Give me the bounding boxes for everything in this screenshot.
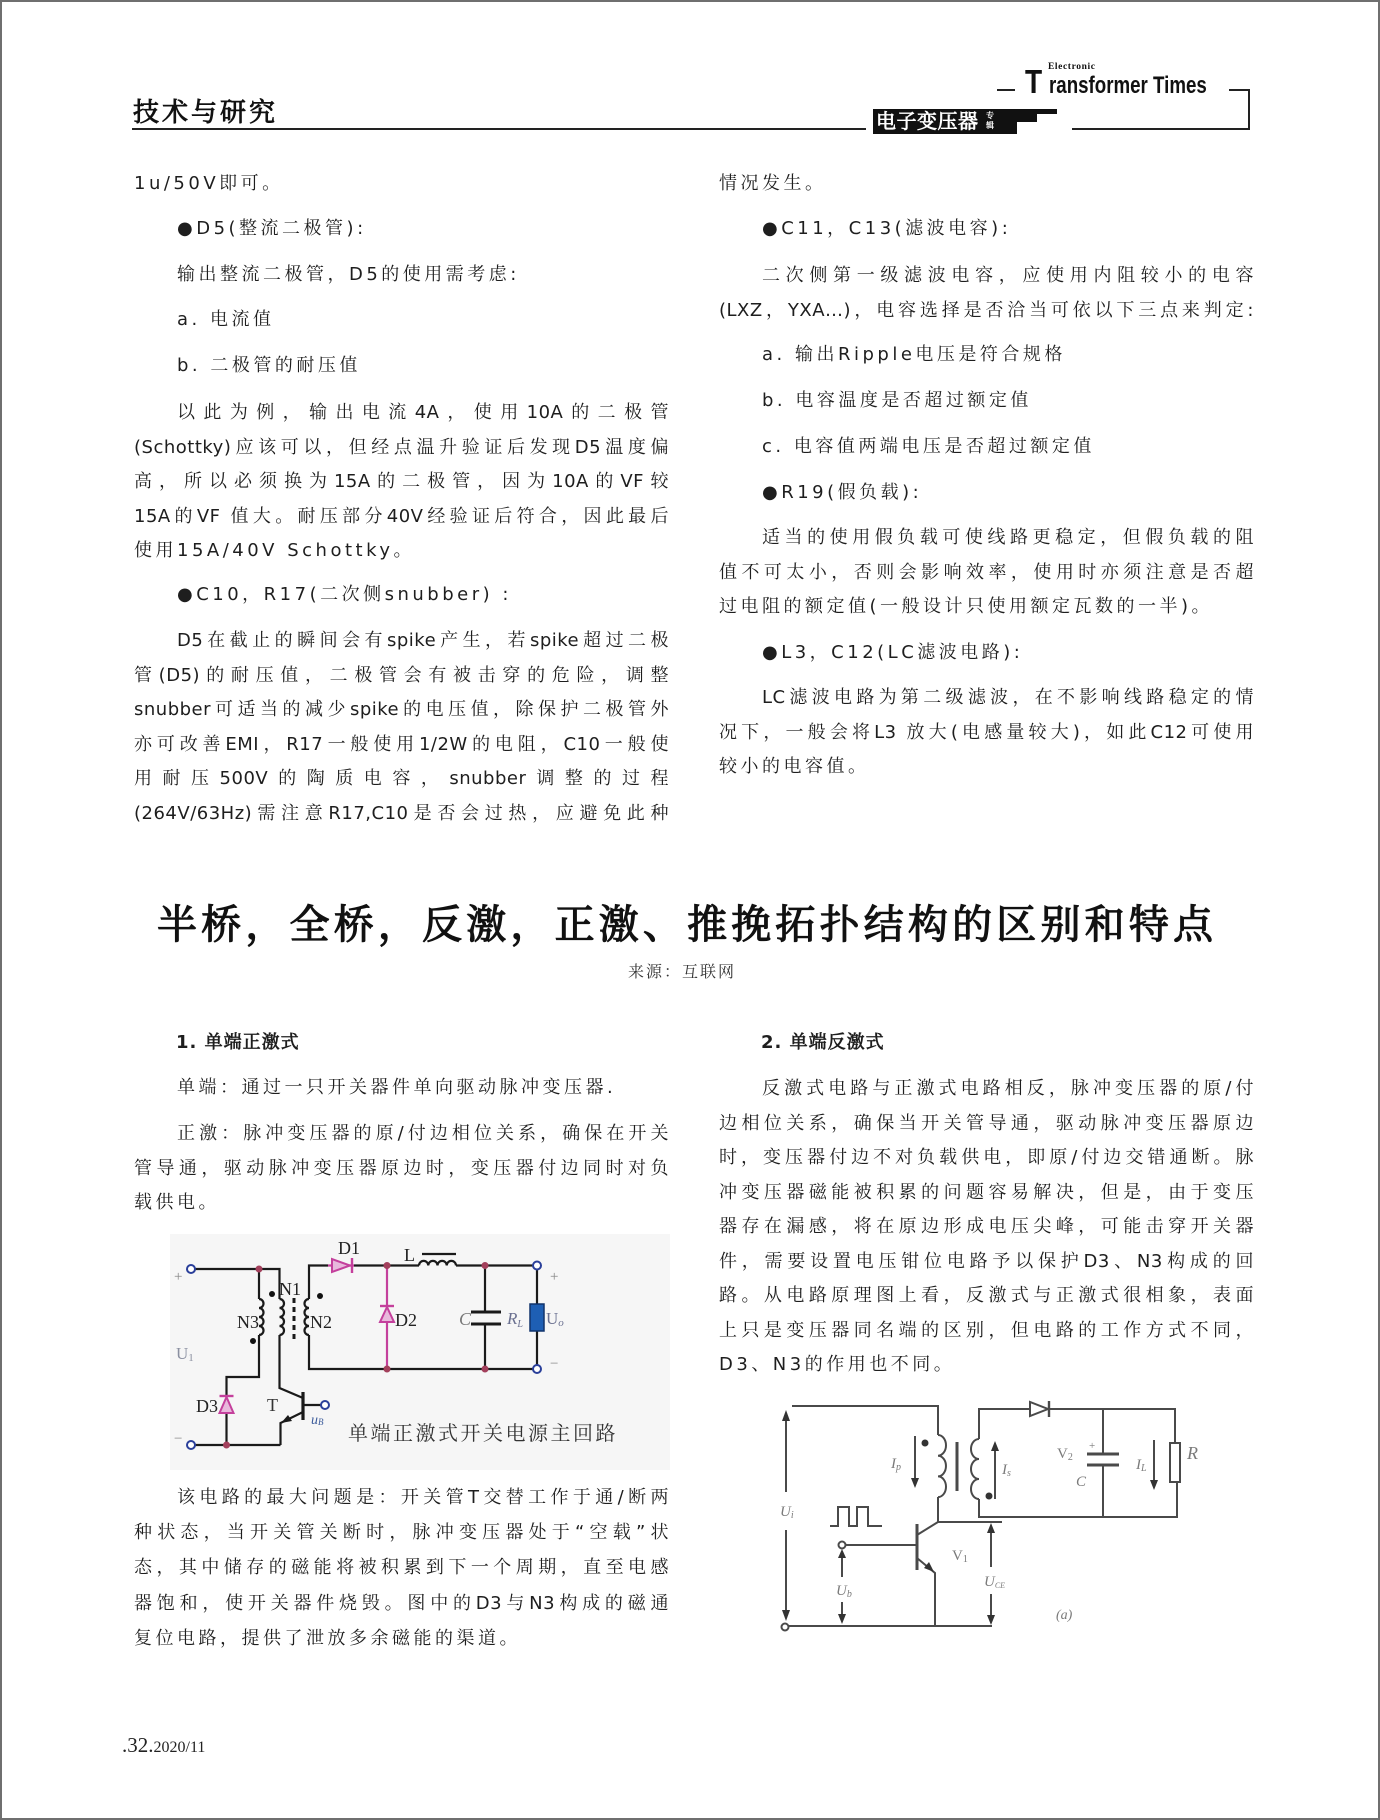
text-line: ●C11，C13(滤波电容): <box>762 218 1012 239</box>
text-line: 况下，一般会将L3 放大(电感量较大)，如此C12可使用 <box>719 721 1254 743</box>
label-il-sub: L <box>1141 1463 1147 1474</box>
label-uo-base: U <box>546 1309 559 1328</box>
paragraph <box>134 1117 669 1221</box>
junction-dot <box>482 1366 489 1373</box>
page-number: .32. <box>122 1733 154 1757</box>
text-line: snubber可适当的减少spike的电压值，除保护二极管外 <box>134 699 669 720</box>
output-terminal-negative <box>533 1365 541 1373</box>
list-item <box>134 303 669 338</box>
header-dash-right <box>1229 89 1250 91</box>
label-u1-sub: 1 <box>188 1352 194 1364</box>
label-v1-base: V <box>952 1548 963 1564</box>
wire-secondary-top <box>979 1409 1030 1439</box>
article-source: 来源：互联网 <box>627 962 736 981</box>
label-ub-sub: b <box>846 1589 852 1600</box>
text-line: 管(D5)的耐压值，二极管会有被击穿的危险，调整 <box>134 664 669 686</box>
coil-primary <box>938 1435 946 1497</box>
text-line: 件，需要设置电压钳位电路予以保护D3、N3构成的回 <box>719 1250 1254 1272</box>
text-line: b. 二极管的耐压值 <box>177 355 361 376</box>
list-item <box>719 338 1254 373</box>
label-d1: D1 <box>338 1238 360 1258</box>
arrowhead <box>838 1549 846 1558</box>
text-line: c. 电容值两端电压是否超过额定值 <box>762 436 1095 457</box>
text-line: 情况发生。 <box>719 173 827 194</box>
text-line: 正激：脉冲变压器的原/付边相位关系，确保在开关 <box>177 1123 669 1144</box>
wire-primary-top <box>792 1406 938 1435</box>
label-v2-sub: 2 <box>1067 1452 1073 1463</box>
label-c: C <box>1076 1474 1087 1490</box>
label-n2: N2 <box>310 1312 332 1332</box>
text-line: 二次侧第一级滤波电容，应使用内阻较小的电容 <box>762 265 1254 286</box>
label-v2 <box>1057 1446 1073 1463</box>
text-line: 亦可改善EMI，R17一般使用1/2W的电阻，C10一般使 <box>134 733 669 755</box>
logo-en-super: Electronic <box>1048 62 1096 72</box>
bullet-heading-d5 <box>134 212 669 247</box>
text-line: ●L3，C12(LC滤波电路): <box>762 642 1024 663</box>
text-line: (Schottky)应该可以，但经点温升验证后发现D5温度偏 <box>134 436 669 458</box>
label-is <box>1001 1462 1011 1479</box>
text-line: 管导通，驱动脉冲变压器原边时，变压器付边同时对负 <box>134 1157 669 1179</box>
label-u1-base: U <box>176 1344 189 1363</box>
figure-label: (a) <box>1056 1608 1073 1623</box>
label-ip <box>890 1456 901 1473</box>
issue-date: 2020/11 <box>153 1739 206 1756</box>
pulse-waveform <box>830 1507 882 1526</box>
label-uo-sub: o <box>558 1317 564 1329</box>
text-line: a. 输出Ripple电压是符合规格 <box>762 344 1066 365</box>
label-rl-sub: L <box>517 1319 523 1330</box>
output-terminal-positive <box>533 1262 541 1270</box>
text-line: b. 电容温度是否超过额定值 <box>762 390 1032 411</box>
text-line: 边相位关系，确保当开关管导通，驱动脉冲变压器原边 <box>719 1112 1254 1134</box>
input-terminal-negative <box>187 1441 195 1449</box>
text-line: 复位电路，提供了泄放多余磁能的渠道。 <box>134 1627 521 1649</box>
label-output-minus: − <box>550 1356 559 1372</box>
text-line: 较小的电容值。 <box>719 756 870 777</box>
text-line: 15A的VF 值大。耐压部分40V经验证后符合，因此最后 <box>134 505 669 527</box>
junction-dot <box>256 1266 263 1273</box>
polarity-dot <box>317 1293 323 1299</box>
text-line: D5在截止的瞬间会有spike产生，若spike超过二极 <box>177 630 669 651</box>
polarity-dot <box>986 1493 993 1500</box>
text-line: 器饱和，使开关器件烧毁。图中的D3与N3构成的磁通 <box>134 1592 669 1614</box>
base-terminal <box>839 1542 846 1549</box>
text-line: 种状态，当开关管关断时，脉冲变压器处于“空载”状 <box>134 1522 669 1544</box>
input-terminal <box>782 1624 789 1631</box>
arrowhead <box>991 1441 999 1451</box>
text-line: D3、N3的作用也不同。 <box>719 1354 956 1375</box>
coil-secondary <box>971 1439 979 1499</box>
list-item <box>719 430 1254 465</box>
text-line: 过电阻的额定值(一般设计只使用额定瓦数的一半)。 <box>719 596 1214 617</box>
logo-badge <box>986 111 996 131</box>
emitter-arrow <box>924 1562 934 1572</box>
arrowhead <box>911 1478 919 1488</box>
text-line: (LXZ，YXA…)，电容选择是否洽当可依以下三点来判定: <box>719 299 1254 321</box>
section-title: 技术与研究 <box>133 98 279 128</box>
text-line: 态，其中储存的磁能将被积累到下一个周期，直至电感 <box>134 1557 669 1579</box>
label-v2-base: V <box>1057 1446 1068 1462</box>
arrowhead <box>1150 1480 1158 1490</box>
text-line: LC滤波电路为第二级滤波，在不影响线路稳定的情 <box>762 687 1254 708</box>
label-c: C <box>459 1309 472 1329</box>
text-line: 高，所以必须换为15A的二极管，因为10A的VF较 <box>134 471 669 492</box>
resistor-r <box>1170 1443 1180 1482</box>
label-n3: N3 <box>237 1312 259 1332</box>
wire-collector-node <box>938 1497 1002 1522</box>
logo-badge-top: 专 <box>986 111 994 120</box>
text-line: 输出整流二极管，D5的使用需考虑: <box>177 264 520 285</box>
label-ui <box>780 1504 794 1521</box>
polarity-dot <box>250 1338 256 1344</box>
label-ip-sub: p <box>896 1462 901 1473</box>
article-title: 半桥，全桥，反激，正激、推挽拓扑结构的区别和特点 <box>157 902 1215 948</box>
logo-steps <box>999 109 1059 135</box>
junction-dot <box>482 1262 489 1269</box>
label-input-minus: − <box>174 1431 183 1447</box>
paragraph <box>719 259 1254 328</box>
label-il <box>1135 1457 1147 1474</box>
label-ub-sub: B <box>318 1417 324 1427</box>
label-is-base: I <box>1002 1462 1007 1478</box>
label-output-plus: + <box>550 1269 559 1285</box>
bullet-heading-l3-c12 <box>719 636 1254 671</box>
page-footer <box>122 1733 205 1758</box>
section-heading-text: 2. 单端反激式 <box>761 1032 885 1053</box>
label-cap-plus: + <box>1089 1440 1096 1452</box>
arrowhead <box>987 1523 995 1533</box>
list-item <box>134 349 669 384</box>
paragraph <box>719 521 1254 625</box>
text-line: 适当的使用假负载可使线路更稳定，但假负载的阻 <box>762 527 1254 548</box>
junction-dot <box>384 1366 391 1373</box>
paragraph <box>719 1072 1254 1383</box>
text-line: 载供电。 <box>134 1192 220 1213</box>
diode-v2-symbol <box>1030 1402 1048 1416</box>
text-line: 使用15A/40V Schottky。 <box>134 540 416 561</box>
text-line: 器存在漏感，将在原边形成电压尖峰，可能击穿开关器 <box>719 1216 1254 1237</box>
text-line: 该电路的最大问题是：开关管T交替工作于通/断两 <box>177 1487 669 1508</box>
label-n1: N1 <box>279 1279 301 1299</box>
bullet-heading-r19 <box>719 476 1254 511</box>
junction-dot <box>384 1262 391 1269</box>
label-is-sub: s <box>1007 1468 1011 1479</box>
label-uce <box>984 1574 1005 1590</box>
label-rl-base: R <box>507 1309 518 1328</box>
label-ub <box>836 1583 852 1600</box>
label-ip-base: I <box>891 1456 896 1472</box>
capacitor-c-plates <box>1087 1454 1119 1465</box>
paragraph <box>134 258 669 293</box>
header-rule-left <box>132 128 866 130</box>
junction-dot <box>223 1442 230 1449</box>
label-d2: D2 <box>395 1310 417 1330</box>
bullet-heading-c11-c13 <box>719 212 1254 247</box>
arrowhead <box>987 1615 995 1625</box>
label-d3: D3 <box>196 1396 218 1416</box>
arrowhead <box>782 1610 790 1621</box>
label-ub-base: U <box>836 1583 847 1599</box>
logo-step-shape <box>999 109 1057 134</box>
text-line: (264V/63Hz)需注意R17,C10是否会过热，应避免此种 <box>134 802 669 824</box>
text-line: 路。从电路原理图上看，反激式与正激式很相象，表面 <box>719 1285 1254 1306</box>
paragraph <box>134 396 669 569</box>
logo-cn-text: 电子变压器 <box>876 109 979 133</box>
magazine-logo-cn <box>873 109 999 134</box>
label-r: R <box>1187 1443 1198 1463</box>
header-rule-right <box>1072 128 1250 130</box>
label-ui-base: U <box>780 1504 791 1520</box>
text-line: 时，变压器付边不对负载供电，即原/付边交错通断。脉 <box>719 1147 1254 1168</box>
input-terminal-positive <box>187 1265 195 1273</box>
section-heading-text: 1. 单端正激式 <box>176 1032 300 1053</box>
forward-converter-schematic <box>170 1234 670 1470</box>
text-line: 用耐压500V的陶质电容，snubber调整的过程 <box>134 768 669 789</box>
label-v1 <box>952 1548 968 1565</box>
logo-badge-bottom: 辑 <box>986 121 994 130</box>
text-line: 反激式电路与正激式电路相反，脉冲变压器的原/付 <box>762 1078 1254 1099</box>
paragraph <box>134 624 669 831</box>
text-line: ●R19(假负载): <box>762 482 923 503</box>
text-line: 1u/50V即可。 <box>134 173 284 194</box>
paragraph <box>719 167 1254 202</box>
header-bracket-vertical <box>1248 89 1250 130</box>
resistor-rl <box>530 1304 544 1331</box>
label-uce-base: U <box>984 1574 995 1590</box>
text-line: 上只是变压器同名端的区别，但电路的工作方式不同， <box>719 1319 1254 1341</box>
label-il-base: I <box>1136 1457 1141 1473</box>
flyback-converter-schematic <box>778 1397 1210 1637</box>
bullet-heading-c10-r17 <box>134 578 669 613</box>
label-input-plus: + <box>174 1269 183 1285</box>
text-line: 单端：通过一只开关器件单向驱动脉冲变压器. <box>177 1077 617 1098</box>
paragraph <box>134 1071 669 1106</box>
text-line: a. 电流值 <box>177 309 275 330</box>
arrowhead <box>838 1614 846 1624</box>
logo-en-initial: T <box>1025 63 1043 100</box>
paragraph <box>719 681 1254 785</box>
label-uce-sub: CE <box>994 1581 1006 1590</box>
text-line: ●C10，R17(二次侧snubber) : <box>177 584 512 605</box>
text-line: 冲变压器磁能被积累的问题容易解决，但是，由于变压 <box>719 1181 1254 1203</box>
section-heading-1 <box>134 1026 669 1061</box>
label-ub-base: u <box>311 1413 318 1428</box>
polarity-dot <box>922 1440 929 1447</box>
base-terminal <box>321 1401 329 1409</box>
text-line: 以此为例，输出电流4A，使用10A的二极管 <box>177 402 669 423</box>
label-l: L <box>404 1245 415 1265</box>
figure-caption: 单端正激式开关电源主回路 <box>348 1421 618 1445</box>
label-t: T <box>267 1395 278 1415</box>
section-heading-2 <box>719 1026 1254 1061</box>
label-ui-sub: i <box>790 1510 794 1521</box>
paragraph <box>134 1480 669 1656</box>
header-dash-left <box>997 89 1015 91</box>
polarity-dot <box>269 1291 275 1297</box>
text-line: 值不可太小，否则会影响效率，使用时亦须注意是否超 <box>719 561 1254 583</box>
arrowhead <box>782 1410 790 1421</box>
text-line: ●D5(整流二极管): <box>177 218 367 239</box>
transistor-v1-collector <box>917 1522 938 1535</box>
wire-output-top <box>1049 1409 1175 1443</box>
logo-en-rest: ransformer Times <box>1049 72 1207 99</box>
list-item <box>719 384 1254 419</box>
label-v1-sub: 1 <box>962 1554 968 1565</box>
paragraph <box>134 167 669 202</box>
